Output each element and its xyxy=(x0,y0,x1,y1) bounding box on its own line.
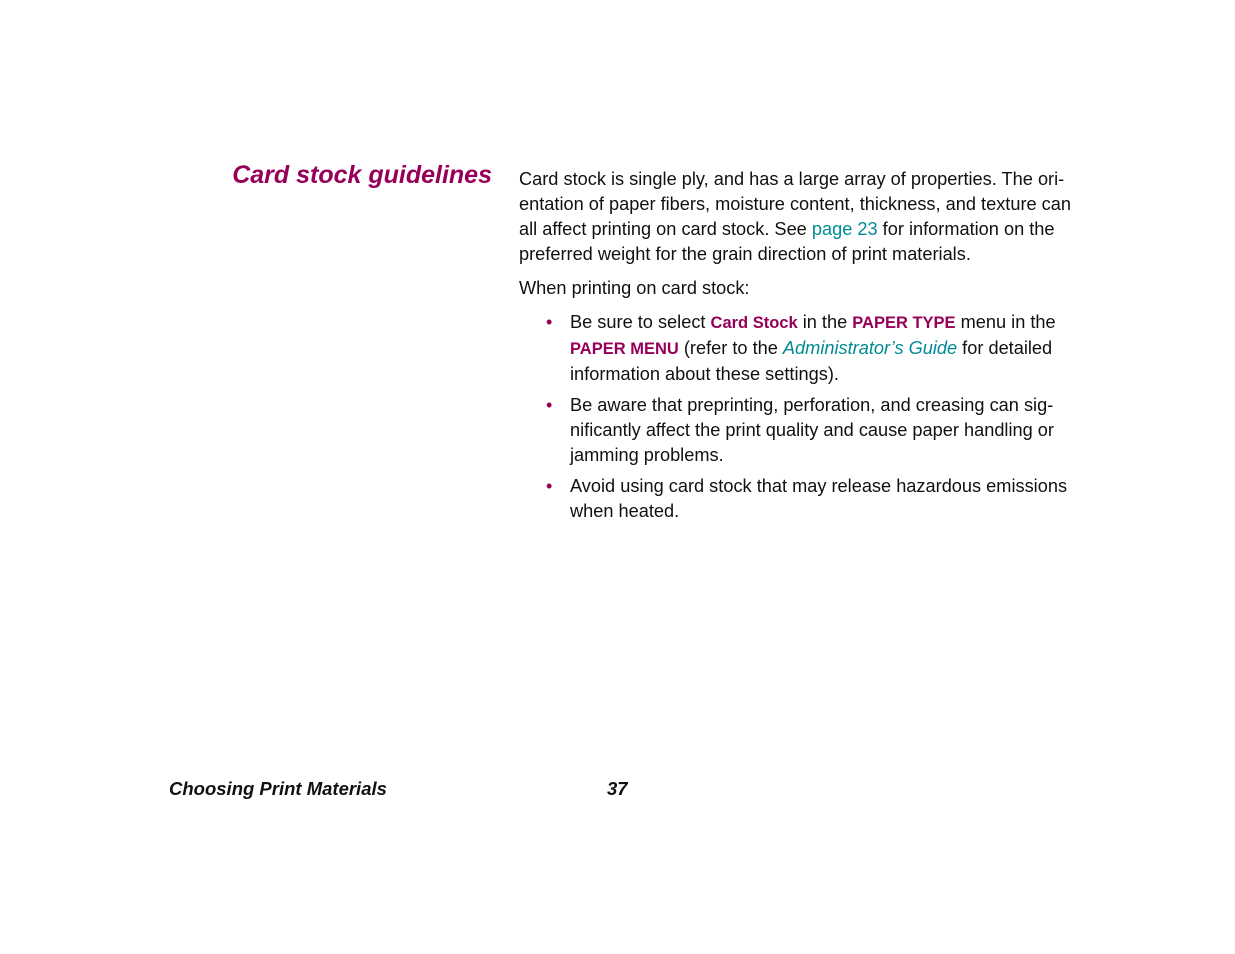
bullet-icon: • xyxy=(546,476,553,496)
paper-type-term: PAPER TYPE xyxy=(852,314,956,332)
bullet-1-text-3: menu in the xyxy=(955,312,1056,332)
intro-text-1: Card stock is single ply, and has a large array of properties. The ori-entation of paper fibers, moisture content, thickness, and texture can all affect printing on card stock. See xyxy=(519,169,1072,239)
bullet-list xyxy=(519,310,1084,524)
page-23-link[interactable]: page 23 xyxy=(811,219,878,239)
lead-in-paragraph: When printing on card stock: xyxy=(519,278,750,298)
footer-page-number: 37 xyxy=(607,778,628,799)
intro-text-2: for information on the preferred weight for the grain direction of print materials. xyxy=(519,219,1055,264)
footer-chapter-title: Choosing Print Materials xyxy=(169,778,387,799)
bullet-2-text: Be aware that preprinting, perforation, and creasing can sig-nificantly affect the print quality and cause paper handling or jamming problems. xyxy=(570,395,1054,465)
bullet-icon: • xyxy=(546,395,553,415)
intro-paragraph xyxy=(519,167,1084,267)
card-stock-term: Card Stock xyxy=(710,314,798,332)
section-title: Card stock guidelines xyxy=(232,161,492,189)
bullet-icon: • xyxy=(546,312,553,332)
list-item xyxy=(519,310,1084,387)
bullet-1-text-5: for detailed information about these settings). xyxy=(570,338,1053,384)
list-item xyxy=(519,393,1084,468)
list-item xyxy=(519,474,1084,524)
administrators-guide-link[interactable]: Administrator’s Guide xyxy=(782,338,958,358)
paper-menu-term: PAPER MENU xyxy=(570,340,679,358)
bullet-1-text-4: (refer to the xyxy=(678,338,783,358)
bullet-1-text-1: Be sure to select xyxy=(570,312,711,332)
body-column xyxy=(519,167,1084,530)
bullet-1-text-2: in the xyxy=(797,312,853,332)
bullet-3-text: Avoid using card stock that may release hazardous emissions when heated. xyxy=(570,476,1068,521)
